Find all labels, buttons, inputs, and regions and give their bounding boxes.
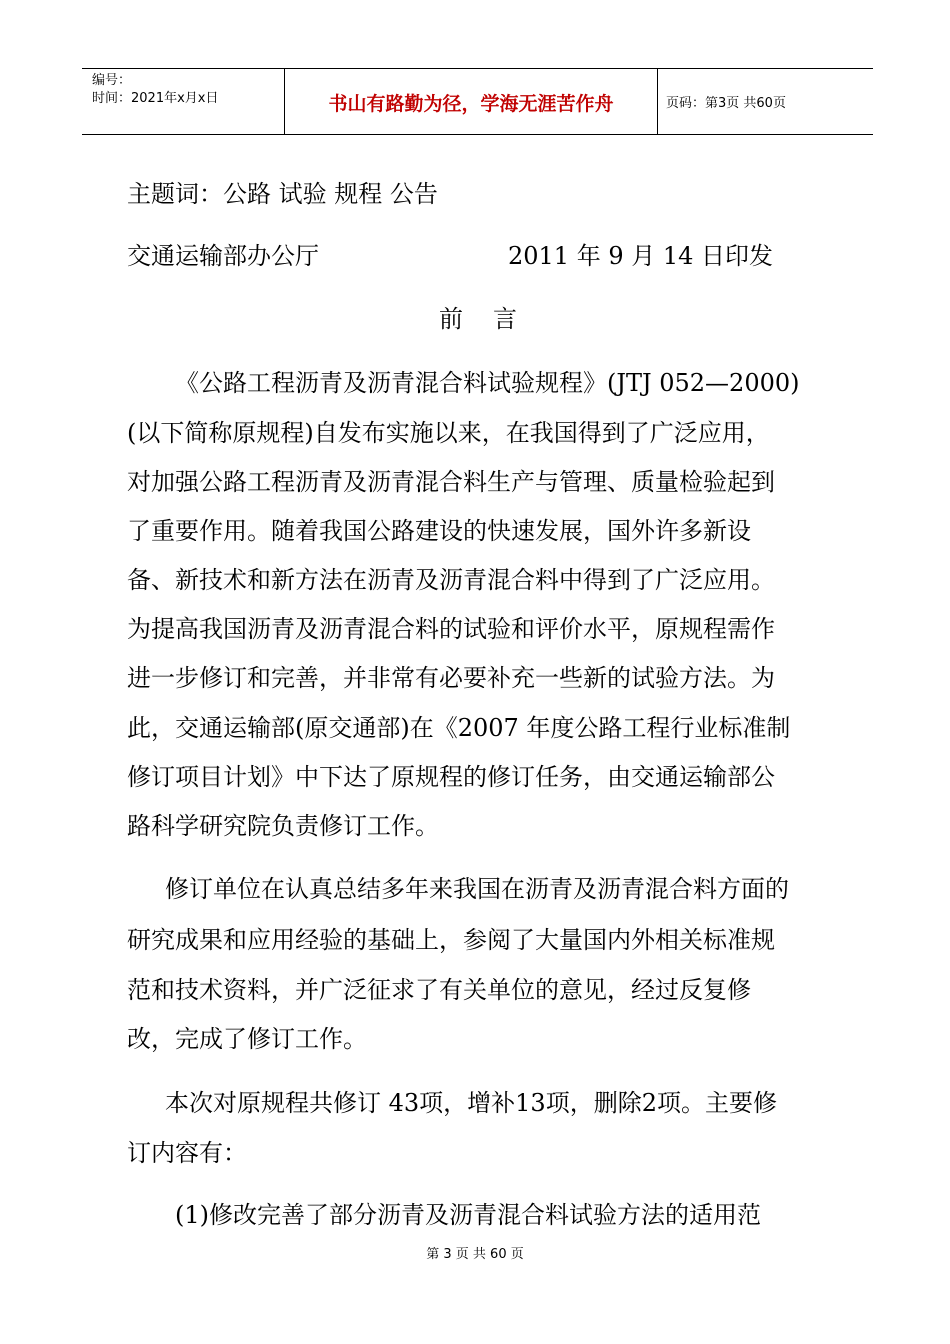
header-motto: 书山有路勤为径，学海无涯苦作舟 [328,93,614,115]
paragraph-line: 修订项目计划》中下达了原规程的修订任务，由交通运输部公 [127,763,775,791]
paragraph-line: (以下简称原规程)自发布实施以来，在我国得到了广泛应用， [127,419,770,447]
paragraph-line: 对加强公路工程沥青及沥青混合料生产与管理、质量检验起到 [127,468,775,496]
paragraph-line: 此，交通运输部(原交通部)在《2007 年度公路工程行业标准制 [127,714,791,742]
paragraph-line: 进一步修订和完善，并非常有必要补充一些新的试验方法。为 [127,664,775,692]
paragraph-line: 路科学研究院负责修订工作。 [127,812,439,840]
paragraph-line: 改，完成了修订工作。 [127,1025,367,1053]
paragraph-line: 为提高我国沥青及沥青混合料的试验和评价水平，原规程需作 [127,615,775,643]
issue-date: 2011 年 9 月 14 日印发 [508,242,774,270]
header-right-cell [658,69,873,134]
keywords-line: 主题词：公路 试验 规程 公告 [127,180,438,208]
paragraph-line: 范和技术资料，并广泛征求了有关单位的意见，经过反复修 [127,976,751,1004]
paragraph-line: 研究成果和应用经验的基础上，参阅了大量国内外相关标准规 [127,926,775,954]
paragraph-line: (1)修改完善了部分沥青及沥青混合料试验方法的适用范 [175,1201,761,1229]
issuer: 交通运输部办公厅 [127,242,319,270]
document-date: 时间：2021年x月x日 [92,91,219,106]
paragraph-line: 《公路工程沥青及沥青混合料试验规程》(JTJ 052—2000) [175,369,800,397]
section-title: 前言 [439,305,547,333]
paragraph-line: 本次对原规程共修订 43项，增补13项，删除2项。主要修 [165,1089,777,1117]
document-header [82,68,873,135]
paragraph-line: 了重要作用。随着我国公路建设的快速发展，国外许多新设 [127,517,751,545]
header-middle-cell [285,69,658,134]
paragraph-line: 备、新技术和新方法在沥青及沥青混合料中得到了广泛应用。 [127,566,775,594]
header-page-info: 页码：第3页 共60页 [666,96,786,111]
header-left-cell [82,69,285,134]
paragraph-line: 订内容有： [127,1139,247,1167]
document-number-label: 编号： [92,73,132,88]
page-footer: 第 3 页 共 60 页 [426,1247,524,1262]
paragraph-line: 修订单位在认真总结多年来我国在沥青及沥青混合料方面的 [165,875,789,903]
